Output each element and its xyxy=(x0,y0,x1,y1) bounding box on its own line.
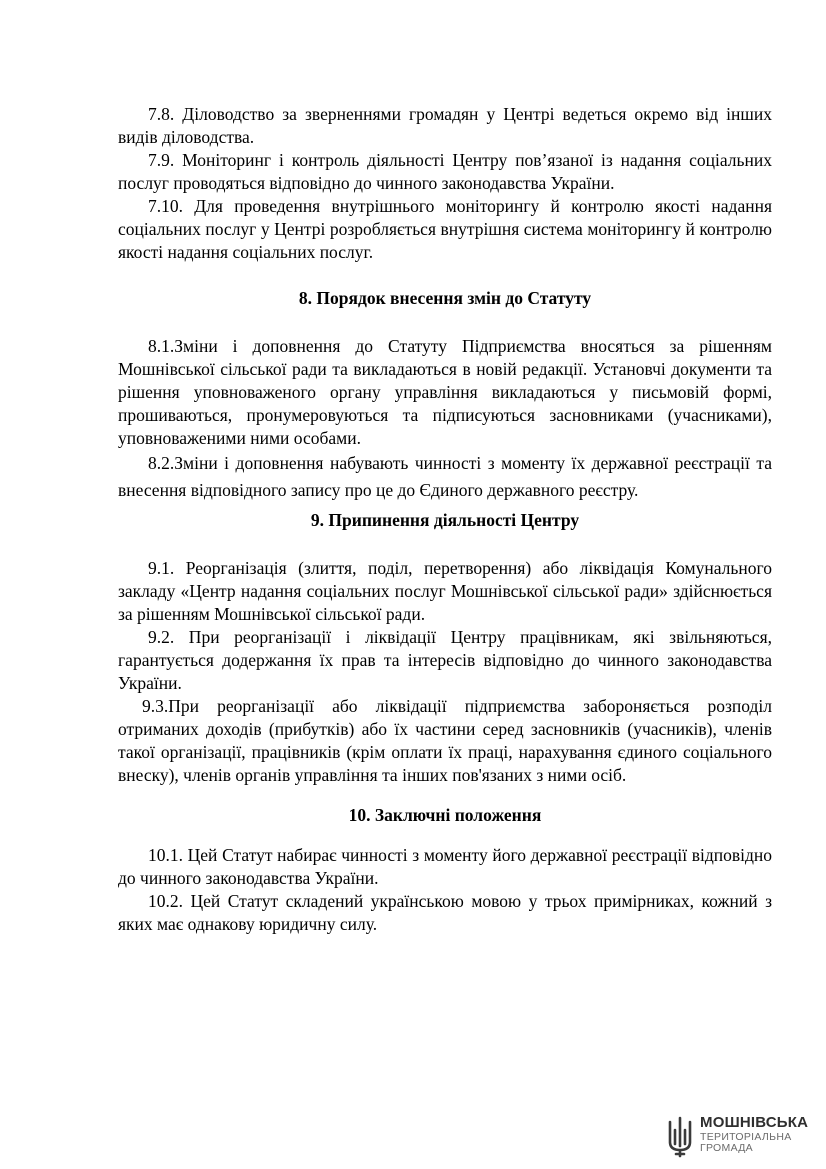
paragraph-8-2: 8.2.Зміни і доповнення набувають чинності з моменту їх державної реєстрації та внесення відповідного запису про це до Єдиного державного реєстру. xyxy=(118,453,772,500)
logo-subtitle-line2: ГРОМАДА xyxy=(700,1142,753,1154)
paragraph-7-9: 7.9. Моніторинг і контроль діяльності Центру пов’язаної із надання соціальних послуг проводяться відповідно до чинного законодавства України. xyxy=(118,150,772,193)
paragraph-7-8: 7.8. Діловодство за зверненнями громадян у Центрі ведеться окремо від інших видів діловодства. xyxy=(118,104,772,147)
section-9-heading: 9. Припинення діяльності Центру xyxy=(310,510,580,530)
section-10-heading: 10. Заключні положення xyxy=(348,805,542,825)
section-8-heading: 8. Порядок внесення змін до Статуту xyxy=(298,288,592,308)
paragraph-9-1: 9.1. Реорганізація (злиття, поділ, перетворення) або ліквідація Комунального закладу «Центр надання соціальних послуг Мошнівської сільської ради» здійснюється за рішенням Мошнівської сільської ради. xyxy=(118,558,772,624)
logo-subtitle-line1: ТЕРИТОРІАЛЬНА xyxy=(700,1131,792,1143)
paragraph-9-3: 9.3.При реорганізації або ліквідації підприємства забороняється розподіл отриманих доходів (прибутків) або їх частини серед засновників (учасників), членів такої організації, працівників (крім оплати їх праці, нарахування єдиного соціального внеску), членів органів управління та інших пов'язаних з ними осіб. xyxy=(118,696,772,785)
paragraph-8-1: 8.1.Зміни і доповнення до Статуту Підприємства вносяться за рішенням Мошнівської сільської ради та викладаються в новій редакції. Установчі документи та рішення уповноваженого органу управління викладаються у письмовій формі, прошиваються, пронумеровуються та підписуються засновниками (учасниками), уповноваженими ними особами. xyxy=(118,336,772,448)
document-page xyxy=(118,103,772,936)
community-logo xyxy=(666,1112,816,1162)
trident-emblem-icon xyxy=(666,1116,694,1158)
paragraph-7-10: 7.10. Для проведення внутрішнього моніторингу й контролю якості надання соціальних послуг у Центрі розробляється внутрішня система моніторингу й контролю якості надання соціальних послуг. xyxy=(118,196,772,262)
logo-subtitle xyxy=(700,1132,792,1154)
paragraph-10-1: 10.1. Цей Статут набирає чинності з моменту його державної реєстрації відповідно до чинного законодавства України. xyxy=(118,845,772,888)
paragraph-10-2: 10.2. Цей Статут складений українською мовою у трьох примірниках, кожний з яких має однакову юридичну силу. xyxy=(118,891,772,934)
logo-title: МОШНІВСЬКА xyxy=(700,1114,809,1131)
paragraph-9-2: 9.2. При реорганізації і ліквідації Центру працівникам, які звільняються, гарантується додержання їх прав та інтересів відповідно до чинного законодавства України. xyxy=(118,627,772,693)
